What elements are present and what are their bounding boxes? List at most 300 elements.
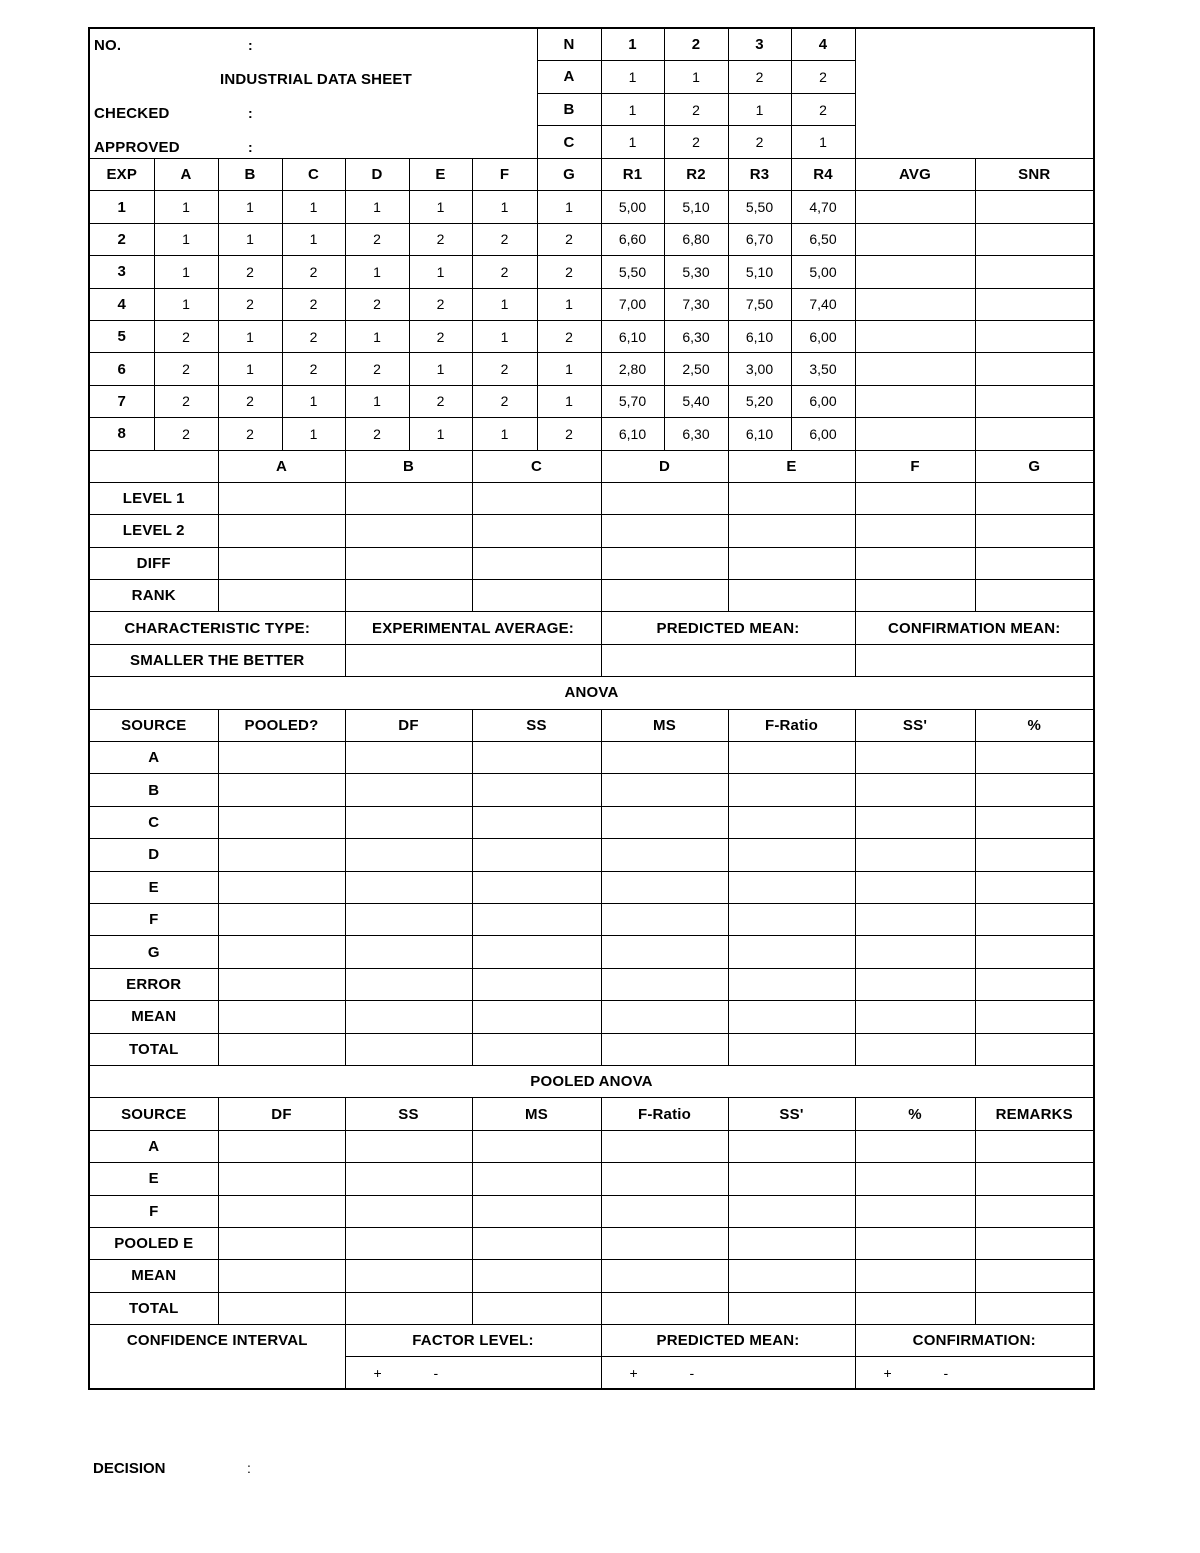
pooled-anova-header: DF: [218, 1098, 345, 1130]
anova-header: SS: [472, 709, 601, 741]
factor-level: 2: [218, 385, 282, 417]
result-value: 7,30: [664, 288, 728, 320]
response-input[interactable]: [472, 547, 601, 579]
pooled-anova-input[interactable]: [728, 1292, 855, 1324]
factor-level: 1: [345, 256, 409, 288]
experiment-row: [89, 288, 1094, 320]
anova-input[interactable]: [855, 936, 975, 968]
factor-level: 1: [537, 385, 601, 417]
experiment-row: [89, 418, 1094, 450]
result-value: 7,00: [601, 288, 664, 320]
factor-level: 1: [154, 256, 218, 288]
anova-input[interactable]: [218, 1001, 345, 1033]
response-row-label: LEVEL 1: [89, 482, 218, 514]
pooled-anova-input[interactable]: [601, 1292, 728, 1324]
anova-input[interactable]: [472, 1001, 601, 1033]
anova-row: [89, 871, 1094, 903]
anova-input[interactable]: [345, 806, 472, 838]
experiment-row: [89, 223, 1094, 255]
anova-input[interactable]: [601, 806, 728, 838]
factor-level: 1: [218, 191, 282, 223]
factor-level: 1: [154, 191, 218, 223]
result-value: 6,30: [664, 320, 728, 352]
pooled-anova-input[interactable]: [975, 1195, 1094, 1227]
anova-input[interactable]: [855, 1001, 975, 1033]
experiment-row: [89, 353, 1094, 385]
experiment-row: [89, 256, 1094, 288]
response-input[interactable]: [218, 580, 345, 612]
pooled-anova-input[interactable]: [728, 1163, 855, 1195]
pooled-anova-input[interactable]: [855, 1292, 975, 1324]
pooled-anova-input[interactable]: [472, 1260, 601, 1292]
anova-input[interactable]: [472, 806, 601, 838]
factor-level: 1: [345, 320, 409, 352]
pooled-anova-input[interactable]: [601, 1260, 728, 1292]
experiment-header: R1: [601, 159, 664, 191]
anova-title: ANOVA: [89, 677, 1094, 709]
pooled-anova-source: E: [89, 1163, 218, 1195]
pooled-anova-input[interactable]: [975, 1163, 1094, 1195]
decision-colon: :: [247, 1460, 251, 1476]
response-row: [89, 515, 1094, 547]
anova-input[interactable]: [975, 903, 1094, 935]
noise-value: 1: [601, 28, 664, 61]
anova-input[interactable]: [601, 871, 728, 903]
anova-input[interactable]: [975, 936, 1094, 968]
response-input[interactable]: [601, 580, 728, 612]
anova-input[interactable]: [601, 774, 728, 806]
factor-level: 1: [472, 418, 537, 450]
no-label: NO.: [94, 37, 122, 54]
pooled-anova-input[interactable]: [601, 1130, 728, 1162]
anova-row: [89, 839, 1094, 871]
header-blank: [855, 28, 1094, 159]
checked-label: CHECKED: [94, 105, 170, 122]
anova-input[interactable]: [601, 1001, 728, 1033]
plus-sign: +: [373, 1364, 382, 1381]
response-input[interactable]: [728, 482, 855, 514]
result-value: 5,50: [601, 256, 664, 288]
experiment-header: G: [537, 159, 601, 191]
factor-level: 1: [282, 223, 345, 255]
no-colon: :: [248, 37, 253, 53]
snr-input[interactable]: [975, 223, 1094, 255]
factor-level: 2: [218, 288, 282, 320]
pooled-anova-input[interactable]: [728, 1195, 855, 1227]
pooled-anova-input[interactable]: [855, 1260, 975, 1292]
anova-input[interactable]: [728, 1033, 855, 1065]
anova-input[interactable]: [855, 1033, 975, 1065]
factor-level: 2: [218, 256, 282, 288]
response-factor-header: A: [218, 450, 345, 482]
anova-input[interactable]: [345, 742, 472, 774]
noise-value: 1: [601, 93, 664, 126]
response-input[interactable]: [855, 482, 975, 514]
response-row: [89, 580, 1094, 612]
response-input[interactable]: [601, 482, 728, 514]
pooled-anova-input[interactable]: [728, 1227, 855, 1259]
factor-level: 1: [472, 288, 537, 320]
anova-input[interactable]: [728, 742, 855, 774]
anova-input[interactable]: [975, 1033, 1094, 1065]
confirmation-mean-input[interactable]: [855, 644, 1094, 676]
pooled-anova-input[interactable]: [345, 1227, 472, 1259]
anova-source: E: [89, 871, 218, 903]
pooled-anova-input[interactable]: [728, 1260, 855, 1292]
result-value: 5,10: [728, 256, 791, 288]
pooled-anova-input[interactable]: [472, 1292, 601, 1324]
factor-level: 1: [282, 418, 345, 450]
experiment-header: AVG: [855, 159, 975, 191]
anova-input[interactable]: [601, 1033, 728, 1065]
pooled-anova-header-row: [89, 1098, 1094, 1130]
factor-level: 1: [154, 288, 218, 320]
predicted-mean-pm[interactable]: [601, 1357, 855, 1389]
summary-row: [89, 612, 1094, 644]
pooled-anova-input[interactable]: [472, 1163, 601, 1195]
avg-input[interactable]: [855, 418, 975, 450]
factor-level: 2: [345, 288, 409, 320]
anova-input[interactable]: [601, 936, 728, 968]
anova-input[interactable]: [728, 1001, 855, 1033]
pooled-anova-input[interactable]: [975, 1292, 1094, 1324]
response-input[interactable]: [345, 515, 472, 547]
factor-level: 1: [409, 353, 472, 385]
pooled-anova-input[interactable]: [345, 1195, 472, 1227]
noise-value: 3: [728, 28, 791, 61]
sheet-title: INDUSTRIAL DATA SHEET: [220, 71, 412, 88]
experiment-header: E: [409, 159, 472, 191]
anova-input[interactable]: [218, 903, 345, 935]
response-header-row: [89, 450, 1094, 482]
avg-input[interactable]: [855, 223, 975, 255]
noise-value: 2: [664, 28, 728, 61]
anova-input[interactable]: [728, 903, 855, 935]
anova-input[interactable]: [345, 839, 472, 871]
anova-input[interactable]: [218, 968, 345, 1000]
pooled-anova-input[interactable]: [218, 1260, 345, 1292]
anova-header: DF: [345, 709, 472, 741]
anova-input[interactable]: [728, 968, 855, 1000]
anova-input[interactable]: [472, 903, 601, 935]
noise-value: 1: [601, 61, 664, 94]
factor-level: 2: [345, 223, 409, 255]
result-value: 6,10: [728, 320, 791, 352]
experiment-row: [89, 385, 1094, 417]
anova-input[interactable]: [218, 806, 345, 838]
result-value: 6,50: [791, 223, 855, 255]
pooled-anova-input[interactable]: [855, 1195, 975, 1227]
anova-source: F: [89, 903, 218, 935]
result-value: 5,20: [728, 385, 791, 417]
response-input[interactable]: [218, 515, 345, 547]
anova-input[interactable]: [601, 968, 728, 1000]
avg-input[interactable]: [855, 320, 975, 352]
pooled-anova-row: [89, 1227, 1094, 1259]
approved-colon: :: [248, 139, 253, 155]
pooled-anova-input[interactable]: [601, 1163, 728, 1195]
result-value: 6,80: [664, 223, 728, 255]
anova-input[interactable]: [975, 1001, 1094, 1033]
anova-input[interactable]: [855, 871, 975, 903]
response-input[interactable]: [855, 515, 975, 547]
factor-level: 1: [409, 256, 472, 288]
anova-input[interactable]: [975, 839, 1094, 871]
pooled-anova-input[interactable]: [855, 1163, 975, 1195]
anova-input[interactable]: [345, 1033, 472, 1065]
factor-level-pm[interactable]: [345, 1357, 601, 1389]
snr-input[interactable]: [975, 191, 1094, 223]
result-value: 4,70: [791, 191, 855, 223]
anova-header: POOLED?: [218, 709, 345, 741]
avg-input[interactable]: [855, 191, 975, 223]
pooled-anova-header: F-Ratio: [601, 1098, 728, 1130]
anova-input[interactable]: [345, 903, 472, 935]
noise-label: B: [537, 93, 601, 126]
pooled-anova-input[interactable]: [855, 1130, 975, 1162]
response-input[interactable]: [728, 515, 855, 547]
anova-input[interactable]: [218, 936, 345, 968]
anova-input[interactable]: [728, 936, 855, 968]
factor-level: 2: [537, 256, 601, 288]
pooled-anova-source: F: [89, 1195, 218, 1227]
pooled-anova-title: POOLED ANOVA: [89, 1065, 1094, 1097]
avg-input[interactable]: [855, 385, 975, 417]
result-value: 5,00: [601, 191, 664, 223]
pooled-anova-input[interactable]: [728, 1130, 855, 1162]
result-value: 2,50: [664, 353, 728, 385]
response-input[interactable]: [218, 547, 345, 579]
snr-input[interactable]: [975, 288, 1094, 320]
experiment-header: R4: [791, 159, 855, 191]
factor-level: 2: [409, 385, 472, 417]
response-input[interactable]: [975, 482, 1094, 514]
factor-level: 2: [154, 320, 218, 352]
experiment-header: F: [472, 159, 537, 191]
pooled-anova-input[interactable]: [601, 1195, 728, 1227]
anova-input[interactable]: [345, 936, 472, 968]
anova-input[interactable]: [975, 806, 1094, 838]
response-input[interactable]: [975, 547, 1094, 579]
anova-source: C: [89, 806, 218, 838]
confidence-interval-label: CONFIDENCE INTERVAL: [89, 1325, 345, 1390]
anova-input[interactable]: [975, 742, 1094, 774]
pooled-anova-source: POOLED E: [89, 1227, 218, 1259]
avg-input[interactable]: [855, 353, 975, 385]
response-input[interactable]: [472, 482, 601, 514]
pooled-anova-input[interactable]: [218, 1163, 345, 1195]
anova-input[interactable]: [855, 806, 975, 838]
anova-input[interactable]: [601, 839, 728, 871]
response-input[interactable]: [728, 547, 855, 579]
pooled-anova-input[interactable]: [975, 1130, 1094, 1162]
factor-level: 1: [345, 191, 409, 223]
anova-input[interactable]: [601, 903, 728, 935]
factor-level: 1: [409, 418, 472, 450]
avg-input[interactable]: [855, 256, 975, 288]
plus-sign: +: [629, 1364, 638, 1381]
confirmation-mean-label: CONFIRMATION MEAN:: [855, 612, 1094, 644]
anova-input[interactable]: [728, 871, 855, 903]
pooled-anova-input[interactable]: [218, 1195, 345, 1227]
response-input[interactable]: [345, 547, 472, 579]
response-input[interactable]: [218, 482, 345, 514]
pooled-anova-input[interactable]: [855, 1227, 975, 1259]
industrial-data-sheet: [88, 27, 1095, 1390]
anova-input[interactable]: [855, 903, 975, 935]
factor-level: 2: [472, 256, 537, 288]
pooled-anova-input[interactable]: [472, 1130, 601, 1162]
predicted-mean-input[interactable]: [601, 644, 855, 676]
response-input[interactable]: [472, 515, 601, 547]
anova-row: [89, 806, 1094, 838]
anova-input[interactable]: [218, 871, 345, 903]
factor-level: 2: [537, 223, 601, 255]
anova-input[interactable]: [218, 742, 345, 774]
response-input[interactable]: [345, 580, 472, 612]
factor-level: 2: [345, 353, 409, 385]
snr-input[interactable]: [975, 256, 1094, 288]
experiment-header: A: [154, 159, 218, 191]
noise-value: 2: [728, 61, 791, 94]
anova-header: SS': [855, 709, 975, 741]
header-info: [89, 28, 537, 159]
confidence-row: [89, 1325, 1094, 1357]
response-input[interactable]: [728, 580, 855, 612]
snr-input[interactable]: [975, 418, 1094, 450]
factor-level: 2: [282, 256, 345, 288]
experiment-header: R3: [728, 159, 791, 191]
pooled-anova-input[interactable]: [345, 1130, 472, 1162]
factor-level: 1: [282, 191, 345, 223]
result-value: 6,10: [601, 320, 664, 352]
result-value: 6,10: [728, 418, 791, 450]
snr-input[interactable]: [975, 320, 1094, 352]
anova-input[interactable]: [975, 871, 1094, 903]
pooled-anova-input[interactable]: [975, 1227, 1094, 1259]
response-input[interactable]: [601, 515, 728, 547]
noise-value: 4: [791, 28, 855, 61]
factor-level: 2: [472, 385, 537, 417]
response-input[interactable]: [855, 580, 975, 612]
response-input[interactable]: [975, 580, 1094, 612]
anova-input[interactable]: [472, 1033, 601, 1065]
pooled-anova-input[interactable]: [345, 1292, 472, 1324]
response-input[interactable]: [472, 580, 601, 612]
factor-level: 1: [282, 385, 345, 417]
anova-input[interactable]: [218, 774, 345, 806]
factor-level: 2: [154, 418, 218, 450]
anova-input[interactable]: [472, 968, 601, 1000]
anova-header-row: [89, 709, 1094, 741]
response-factor-header: B: [345, 450, 472, 482]
anova-input[interactable]: [345, 968, 472, 1000]
anova-header: MS: [601, 709, 728, 741]
anova-input[interactable]: [601, 742, 728, 774]
anova-input[interactable]: [472, 936, 601, 968]
pooled-anova-input[interactable]: [975, 1260, 1094, 1292]
anova-input[interactable]: [975, 968, 1094, 1000]
anova-input[interactable]: [345, 774, 472, 806]
result-value: 5,50: [728, 191, 791, 223]
pooled-anova-input[interactable]: [218, 1130, 345, 1162]
response-input[interactable]: [975, 515, 1094, 547]
pooled-anova-input[interactable]: [345, 1163, 472, 1195]
response-input[interactable]: [601, 547, 728, 579]
anova-row: [89, 774, 1094, 806]
anova-title-row: [89, 677, 1094, 709]
anova-input[interactable]: [855, 968, 975, 1000]
noise-value: 1: [601, 126, 664, 159]
pooled-anova-source: A: [89, 1130, 218, 1162]
pooled-anova-input[interactable]: [345, 1260, 472, 1292]
anova-header: %: [975, 709, 1094, 741]
anova-input[interactable]: [218, 1033, 345, 1065]
snr-input[interactable]: [975, 385, 1094, 417]
anova-input[interactable]: [472, 871, 601, 903]
factor-level: 2: [154, 353, 218, 385]
avg-input[interactable]: [855, 288, 975, 320]
response-factor-header: C: [472, 450, 601, 482]
anova-input[interactable]: [728, 839, 855, 871]
minus-sign: -: [433, 1364, 439, 1381]
anova-input[interactable]: [855, 839, 975, 871]
anova-row: [89, 1001, 1094, 1033]
snr-input[interactable]: [975, 353, 1094, 385]
header-row: [89, 28, 1094, 61]
factor-level: 1: [472, 191, 537, 223]
factor-level: 1: [218, 223, 282, 255]
factor-level: 2: [537, 320, 601, 352]
response-input[interactable]: [345, 482, 472, 514]
anova-input[interactable]: [345, 871, 472, 903]
anova-input[interactable]: [855, 774, 975, 806]
anova-input[interactable]: [855, 742, 975, 774]
anova-input[interactable]: [975, 774, 1094, 806]
predicted-mean-label: PREDICTED MEAN:: [601, 612, 855, 644]
pooled-anova-input[interactable]: [472, 1227, 601, 1259]
anova-input[interactable]: [345, 1001, 472, 1033]
confirmation-label: CONFIRMATION:: [855, 1325, 1094, 1357]
result-value: 5,10: [664, 191, 728, 223]
experimental-average-input[interactable]: [345, 644, 601, 676]
pooled-anova-header: SOURCE: [89, 1098, 218, 1130]
pooled-anova-input[interactable]: [601, 1227, 728, 1259]
anova-input[interactable]: [728, 806, 855, 838]
pooled-anova-row: [89, 1163, 1094, 1195]
pooled-anova-input[interactable]: [218, 1227, 345, 1259]
anova-input[interactable]: [472, 742, 601, 774]
anova-source: MEAN: [89, 1001, 218, 1033]
anova-input[interactable]: [218, 839, 345, 871]
response-factor-header: F: [855, 450, 975, 482]
confirmation-pm[interactable]: [855, 1357, 1094, 1389]
pooled-anova-input[interactable]: [472, 1195, 601, 1227]
response-corner: [89, 450, 218, 482]
response-input[interactable]: [855, 547, 975, 579]
anova-input[interactable]: [472, 774, 601, 806]
noise-value: 1: [664, 61, 728, 94]
anova-source: D: [89, 839, 218, 871]
anova-input[interactable]: [728, 774, 855, 806]
predicted-mean-label: PREDICTED MEAN:: [601, 1325, 855, 1357]
result-value: 6,60: [601, 223, 664, 255]
pooled-anova-input[interactable]: [218, 1292, 345, 1324]
response-factor-header: G: [975, 450, 1094, 482]
anova-input[interactable]: [472, 839, 601, 871]
approved-label: APPROVED: [94, 139, 180, 156]
factor-level: 2: [282, 353, 345, 385]
